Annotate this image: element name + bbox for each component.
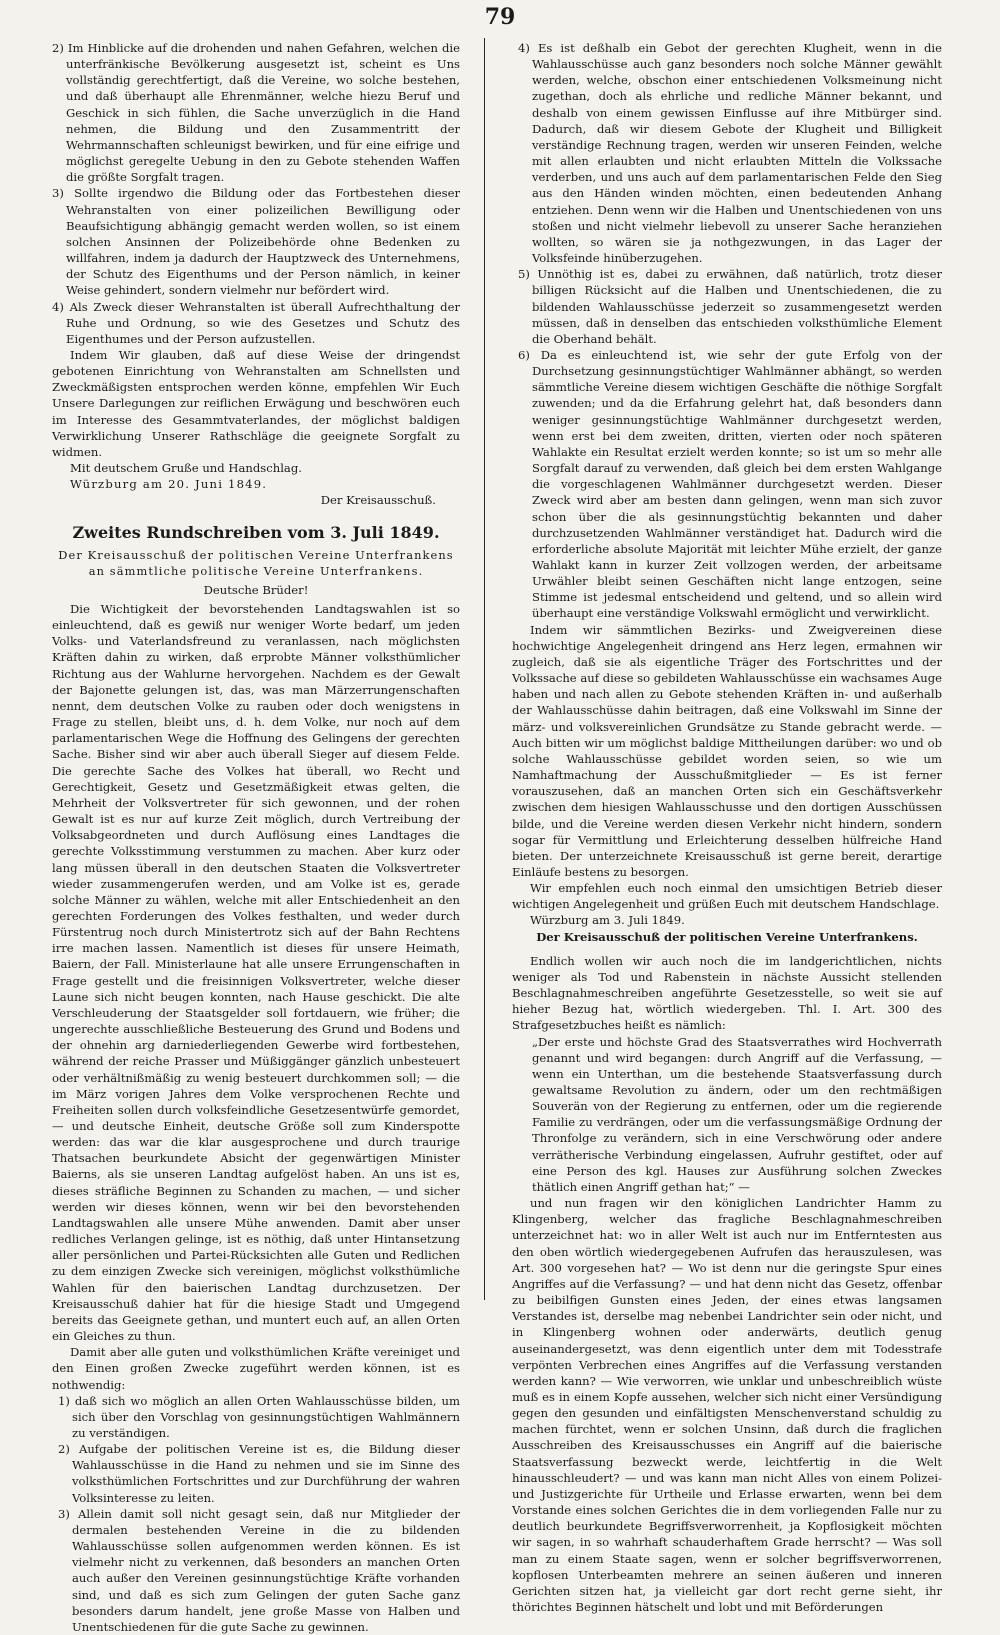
numbered-item-5: 5) Unnöthig ist es, dabei zu erwähnen, daß natürlich, trotz dieser billigen Rücksicht auf die Halben und Unentschiedenen, die zu bildenden Wahlausschüsse jederzeit so zusammengesetzt werden müssen, daß in denselben das entschieden volksthümliche Element die Oberhand behält.	[518, 267, 942, 346]
body-paragraph-5: Endlich wollen wir auch noch die im landgerichtlichen, nichts weniger als Tod und Rabenstein in nächste Aussicht stellenden Beschlagnahmeschreiben angeführte Gesetzesstelle, so weit sie auf hieher Bezug hat, wörtlich wiedergeben. Thl. I. Art. 300 des Strafgesetzbuches heißt es nämlich:	[512, 953, 942, 1033]
left-column	[52, 40, 460, 1634]
date-line-2: Würzburg am 3. Juli 1849.	[530, 913, 685, 928]
right-column	[512, 40, 943, 1614]
greeting: Mit deutschem Gruße und Handschlag.	[70, 461, 302, 476]
body-paragraph-3: Indem wir sämmtlichen Bezirks- und Zweigvereinen diese hochwichtige Angelegenheit dringend ans Herz legen, ermahnen wir zugleich, daß sie als eigentliche Träger des Fortschrittes und der Volkssache auf diese so gebildeten Wahlausschüsse ein wachsames Auge haben und nach allen zu Gebote stehenden Kräften in- und außerhalb der Wahlausschüsse dahin beitragen, daß eine Volkswahl im Sinne der märz- und volksvereinlichen Grundsätze zu Stande gebracht werde. — Auch bitten wir um möglichst baldige Mittheilungen darüber: wo und ob solche Wahlausschüsse gebildet worden seien, so wie um Namhaftmachung der Ausschußmitglieder — Es ist ferner vorauszusehen, daß an manchen Orten sich ein Geschäftsverkehr zwischen dem hiesigen Wahlausschusse und den dortigen Ausschüssen bilde, und die Vereine werden diesen Verkehr nicht hindern, sondern sogar für Vermittlung und Erleichterung desselben hülfreiche Hand bieten. Der unterzeichnete Kreisausschuß ist gerne bereit, derartige Einläufe bestens zu besorgen.	[512, 622, 943, 879]
signature: Der Kreisausschuß.	[320, 493, 436, 508]
paragraph-item-4: 4) Als Zweck dieser Wehranstalten ist überall Aufrechthaltung der Ruhe und Ordnung, so wie des Gesetzes und Schutz des Eigenthumes und der Person aufzustellen.	[52, 299, 460, 346]
paragraph-item-2: 2) Im Hinblicke auf die drohenden und nahen Gefahren, welchen die unterfränkische Bevölkerung ausgesetzt ist, scheint es Uns vollständig gerechtfertigt, daß die Vereine, wo solche bestehen, und daß überhaupt alle Ehrenmänner, welche hiezu Beruf und Geschick in sich fühlen, die Sache unverzüglich in die Hand nehmen, die Bildung und den Zusammentritt der Wehrmannschaften schleunigst bewirken, und für eine eifrige und möglichst geregelte Uebung in den zu Gebote stehenden Waffen die größte Sorgfalt tragen.	[52, 41, 460, 185]
numbered-item-3: 3) Allein damit soll nicht gesagt sein, daß nur Mitglieder der dermalen bestehenden Vereine in die zu bildenden Wahlausschüsse sollen aufgenommen werden können. Es ist vielmehr nicht zu verkennen, daß besonders an manchen Orten auch außer den Vereinen gesinnungstüchtige Kräfte vorhanden sind, und daß es sich zum Gelingen der guten Sache ganz besonders darum handelt, jene große Masse von Halben und Unentschiedenen für die gute Sache zu gewinnen.	[58, 1506, 460, 1634]
closing-paragraph: Indem Wir glauben, daß auf diese Weise der dringendst gebotenen Einrichtung von Wehranstalten am Schnellsten und Zweckmäßigsten entsprochen werden könne, empfehlen Wir Euch Unsere Darlegungen zur reiflichen Erwägung und beschwören euch im Interesse des Gesammtvaterlandes, der möglichst baldigen Verwirklichung Unserer Rathschläge die geeignete Sorgfalt zu widmen.	[52, 347, 460, 459]
salutation: Deutsche Brüder!	[203, 582, 309, 597]
numbered-item-2: 2) Aufgabe der politischen Vereine ist es, die Bildung dieser Wahlausschüsse in die Hand zu nehmen und sie im Sinne des volksthümlichen Fortschrittes und zur Durchführung der wahren Volksinteresse zu leiten.	[58, 1442, 460, 1505]
signature-2: Der Kreisausschuß der politischen Vereine Unterfrankens.	[536, 929, 918, 944]
body-paragraph-4: Wir empfehlen euch noch einmal den umsichtigen Betrieb dieser wichtigen Angelegenheit und grüßen Euch mit deutschem Handschlage.	[512, 881, 942, 912]
paragraph-item-3: 3) Sollte irgendwo die Bildung oder das Fortbestehen dieser Wehranstalten von einer polizeilichen Bewilligung oder Beaufsichtigung abhängig gemacht werden wollen, so ist einem solchen Ansinnen der Polizeibehörde ohne Bedenken zu willfahren, indem ja dadurch der Hauptzweck des Unternehmens, der Schutz des Eigenthums und der Person nämlich, in keiner Weise gehindert, sondern vielmehr nur befördert wird.	[52, 186, 460, 298]
column-divider	[484, 38, 485, 1300]
body-paragraph-6: und nun fragen wir den königlichen Landrichter Hamm zu Klingenberg, welcher das fragliche Beschlagnahmeschreiben unterzeichnet hat: wo in aller Welt ist auch nur im Entferntesten aus den oben wörtlich wiedergegebenen Aufrufen das herauszulesen, was Art. 300 vorgesehen hat? — Wo ist denn nur die geringste Spur eines Angriffes auf die Verfassung? — und hat denn nicht das Gesetz, offenbar zu beibilfigen Gunsten eines Jeden, der eines etwas langsamen Verstandes ist, derselbe mag nebenbei Landrichter sein oder nicht, und in Klingenberg wohnen oder anderwärts, deutlich genug auseinandergesetzt, was denn eigentlich unter dem mit Todesstrafe verpönten Verbrechen eines Angriffes auf die Verfassung verstanden werden kann? — Wie verworren, wie unklar und unbeschreiblich wüste muß es in einem Kopfe aussehen, welcher sich nicht einer Versündigung gegen den gesunden und einfältigsten Menschenverstand schuldig zu machen fürchtet, wenn er solchen Unsinn, daß durch die fraglichen Ausschreiben des Kreisausschusses ein Angriff auf die baierische Staatsverfassung bezweckt werde, leichtfertig in die Welt hinausschleudert? — und was kann man nicht Alles von einem Polizei- und Justizgerichte für Urtheile und Erlasse erwarten, wenn bei dem Vorstande eines solchen Gerichtes die in dem vorliegenden Falle nur zu deutlich beurkundete Begriffsverworrenheit, ja Kopflosigkeit möchten wir sagen, in so wahrhaft schauderhaftem Grade herrscht? — Was soll man zu einem Staate sagen, wenn er solcher begriffsverworrenen, kopflosen Unterbeamten mehrere an seinen äußeren und inneren Gerichten sitzen hat, ja vielleicht gar dort recht gerne sieht, ihr thörichtes Beginnen hätschelt und lobt und mit Beförderungen	[512, 1196, 942, 1614]
numbered-item-4: 4) Es ist deßhalb ein Gebot der gerechten Klugheit, wenn in die Wahlausschüsse auch ganz besonders noch solche Männer gewählt werden, welche, obschon einer entschiedenen Volksmeinung nicht zugethan, doch als ehrliche und redliche Männer bekannt, und deshalb von einem gewissen Einflusse auf ihre Mitbürger sind. Dadurch, daß wir diesem Gebote der Klugheit und Billigkeit verständige Rechnung tragen, werden wir unseren Feinden, welche mit allen erlaubten und nicht erlaubten Mitteln die Volkssache verderben, und uns auch auf dem parlamentarischen Felde den Sieg aus den Händen winden möchten, einen bedeutenden Anhang entziehen. Denn wenn wir die Halben und Unentschiedenen von uns stoßen und nicht vielmehr liebevoll zu unserer Sache heranziehen wollten, so wären sie ja nothgezwungen, in das Lager der Volksfeinde hinüberzugehen.	[518, 41, 942, 266]
numbered-item-6: 6) Da es einleuchtend ist, wie sehr der gute Erfolg von der Durchsetzung gesinnungstüchtiger Wahlmänner abhängt, so werden sämmtliche Vereine diesem wichtigen Geschäfte die nöthige Sorgfalt zuwenden; und da die Erfahrung gelehrt hat, daß besonders dann weniger gesinnungstüchtige Wahlmänner durchgesetzt werden, wenn erst bei dem zweiten, dritten, vierten oder noch späteren Wahlakte ein Resultat erzielt werden konnte; so ist um so mehr alle Sorgfalt darauf zu verwenden, daß gleich bei dem ersten Wahlgange die vorgeschlagenen Wahlmänner durchgesetzt werden. Dieser Zweck wird aber am besten dann gelingen, wenn man sich zuvor schon über die als gesinnungstüchtig bekannten und daher durchzusetzenden Wahlmänner verständiget hat. Dadurch wird die erforderliche absolute Majorität mit leichter Mühe erzielt, der ganze Wahlakt kann in kurzer Zeit vollzogen werden, der arbeitsame Urwähler bleibt seinen Geschäften nicht lange entzogen, seine Stimme ist jedesmal entscheidend und geltend, und so allein wird überhaupt eine verständige Volkswahl ermöglicht und verwirklicht.	[518, 347, 942, 621]
date-line: Würzburg am 20. Juni 1849.	[70, 477, 268, 492]
page-number: 79	[484, 4, 516, 30]
body-paragraph-1: Die Wichtigkeit der bevorstehenden Landtagswahlen ist so einleuchtend, daß es gewiß nur weniger Worte bedarf, um jeden Volks- und Vaterlandsfreund zu veranlassen, nach möglichsten Kräften dahin zu wirken, daß erprobte Männer volksthümlicher Richtung aus der Wahlurne hervorgehen. Nachdem es der Gewalt der Bajonette gelungen ist, das, was man Märzerrungenschaften nennt, dem deutschen Volke zu rauben oder doch wenigstens in Frage zu stellen, bleibt uns, d. h. dem Volke, nur noch auf dem parlamentarischen Wege die Hoffnung des Gelingens der gerechten Sache. Bisher sind wir aber auch überall Sieger auf diesem Felde. Die gerechte Sache des Volkes hat überall, wo Recht und Gerechtigkeit, Gesetz und Gesetzmäßigkeit etwas gelten, die Mehrheit der Volksvertreter für sich gewonnen, und der rohen Gewalt ist es nur auf kurze Zeit möglich, durch Vertreibung der Volksabgeordneten und durch Auflösung eines Landtages die gerechte Volksstimmung verstummen zu machen. Aber kurz oder lang müssen überall in den deutschen Staaten die Volksvertreter wieder zusammengerufen werden, und am Volke ist es, gerade solche Männer zu wählen, welche mit aller Entschiedenheit an den gerechten Forderungen des Volkes festhalten, und weder durch Fürstentrug noch durch Ministertrotz sich auf der Bahn Rechtens irre machen lassen. Namentlich ist dieses für unsere Heimath, Baiern, der Fall. Ministerlaune hat alle unsere Errungenschaften in Frage gestellt und die freisinnigen Volksvertreter, welche dieser Laune sich nicht beugen konnten, nach Hause geschickt. Die alte Verschleuderung der Staatsgelder soll fortdauern, wie früher; die ungerechte ausschließliche Besteuerung des Grund und Bodens und der ohnehin arg darniederliegenden Gewerbe wird fortbestehen, während der reiche Prasser und Müßiggänger gänzlich unbesteuert oder verhältnißmäßig zu wenig besteuert durchkommen soll; — die im März vorigen Jahres dem Volke versprochenen Rechte und Freiheiten sollen durch volksfeindliche Gesetzesentwürfe gemordet, — und deutsche Einheit, deutsche Größe soll zum Kinderspotte werden: das war die klar ausgesprochene und durch traurige Thatsachen beurkundete Absicht der gegenwärtigen Minister Baierns, als sie unseren Landtag aufgelöst haben. An uns ist es, dieses sträfliche Beginnen zu Schanden zu machen, — und sicher werden wir dieses können, wenn wir bei den bevorstehenden Landtagswahlen alle unsere Mühe anwenden. Damit aber unser redliches Verlangen gelinge, ist es nöthig, daß unter Hintansetzung aller persönlichen und Partei-Rücksichten alle Guten und Redlichen zu dem einzigen Zwecke sich vereinigen, möglichst volksthümliche Wahlen für den baierischen Landtag durchzusetzen. Der Kreisausschuß dahier hat für die hiesige Stadt und Umgegend bereits das Geeignete gethan, und muntert euch auf, an allen Orten ein Gleiches zu thun.	[52, 602, 460, 1344]
body-paragraph-2: Damit aber alle guten und volksthümlichen Kräfte vereiniget und den Einen großen Zwecke zugeführt werden können, ist es nothwendig:	[52, 1345, 460, 1392]
section-subheading: Der Kreisausschuß der politischen Vereine Unterfrankens an sämmtliche politische Vereine Unterfrankens.	[58, 547, 454, 578]
section-heading: Zweites Rundschreiben vom 3. Juli 1849.	[72, 522, 440, 542]
law-quote: „Der erste und höchste Grad des Staatsverrathes wird Hochverrath genannt und wird begangen: durch Angriff auf die Verfassung, — wenn ein Unterthan, um die bestehende Staatsverfassung durch gewaltsame Revolution zu ändern, oder um den rechtmäßigen Souverän von der Regierung zu entfernen, oder um die regierende Familie zu verdrängen, oder um die verfassungsmäßige Ordnung der Thronfolge zu verändern, sich in eine Verschwörung oder andere verrätherische Verbindung eingelassen, Aufruhr gestiftet, oder auf eine Person des kgl. Hauses zur Ausführung solchen Zweckes thätlich einen Angriff gethan hat;“ —	[532, 1034, 942, 1194]
numbered-item-1: 1) daß sich wo möglich an allen Orten Wahlausschüsse bilden, um sich über den Vorschlag von gesinnungstüchtigen Wahlmännern zu verständigen.	[58, 1393, 460, 1440]
